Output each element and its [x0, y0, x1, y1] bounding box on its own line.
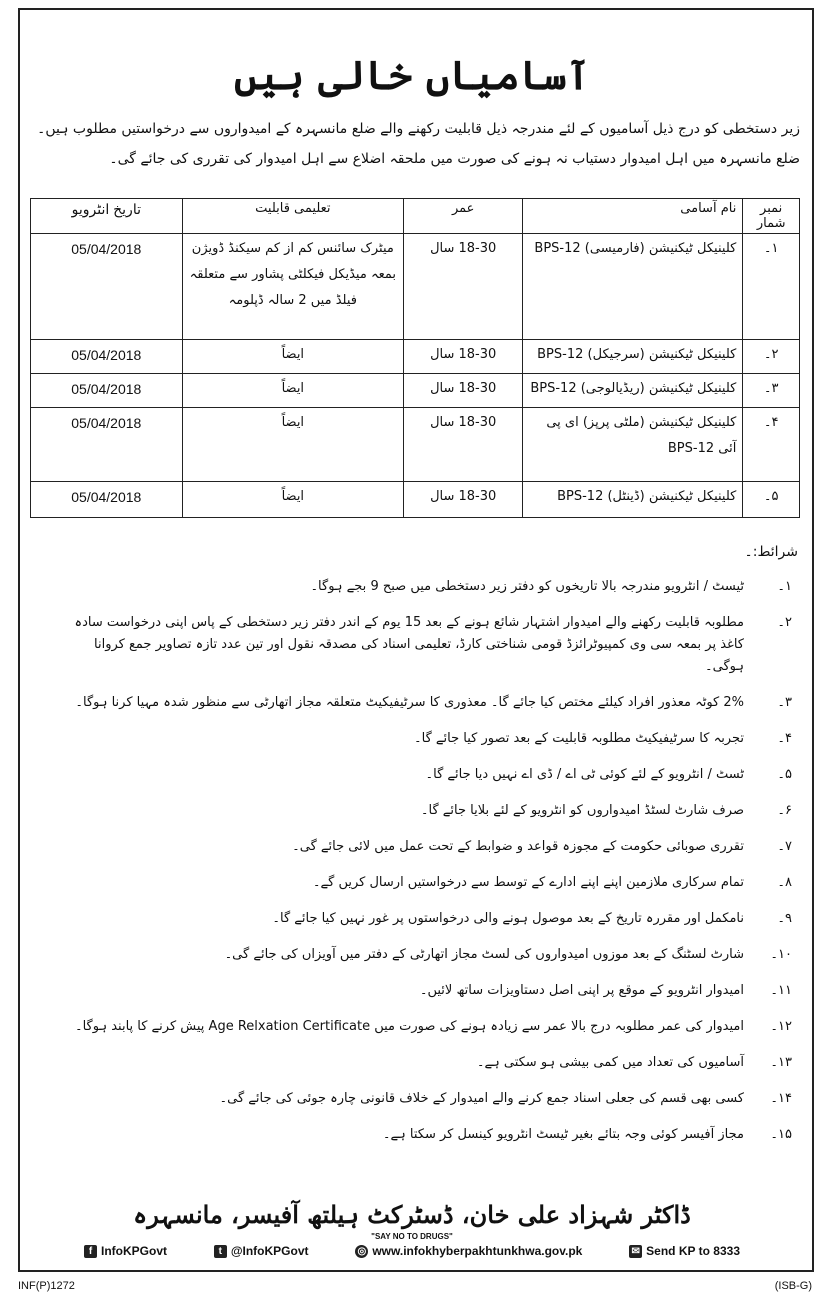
condition-number: ۸۔	[777, 875, 792, 890]
condition-number: ۳۔	[777, 695, 792, 710]
condition-text: مجاز آفیسر کوئی وجہ بتائے بغیر ٹیسٹ انٹرویو کینسل کر سکتا ہے۔	[382, 1127, 744, 1142]
condition-number: ۱۰۔	[770, 947, 792, 962]
condition-item	[60, 944, 794, 966]
sms-info	[629, 1244, 740, 1258]
row-qualification: ایضاً	[182, 340, 403, 374]
condition-text: تقرری صوبائی حکومت کے مجوزہ قواعد و ضوابط کے تحت عمل میں لائی جائے گی۔	[292, 839, 744, 854]
row-date: 05/04/2018	[31, 374, 183, 408]
condition-text: نامکمل اور مقررہ تاریخ کے بعد موصول ہونے والی درخواستوں پر غور نہیں کیا جائے گا۔	[272, 911, 744, 926]
row-post: کلینیکل ٹیکنیشن (فارمیسی) BPS-12	[523, 234, 743, 340]
condition-text: مطلوبہ قابلیت رکھنے والے امیدوار اشتہار شائع ہونے کے بعد 15 یوم کے اندر دفتر زیر دستخطی کے پاس اپنی درخواست سادہ کاغذ پر بمعہ سی وی کمپیوٹرائزڈ قومی شناختی کارڈ، تعلیمی اسناد کی مصدقہ نقول اور تین عدد تازہ تصاویر جمع کروانا ہوگی۔	[74, 615, 744, 674]
condition-item	[60, 872, 794, 894]
condition-number: ۹۔	[777, 911, 792, 926]
table-row	[31, 482, 800, 518]
row-date: 05/04/2018	[31, 234, 183, 340]
row-qualification: ایضاً	[182, 482, 403, 518]
condition-item	[60, 764, 794, 786]
ad-title: آسامیاں خالی ہیں	[234, 52, 590, 99]
twitter-handle: @InfoKPGovt	[230, 1244, 309, 1258]
condition-text: تمام سرکاری ملازمین اپنے اپنے ادارے کے توسط سے درخواستیں ارسال کریں گے۔	[312, 875, 744, 890]
row-post: کلینیکل ٹیکنیشن (سرجیکل) BPS-12	[523, 340, 743, 374]
condition-text: شارٹ لسٹنگ کے بعد موزوں امیدواروں کی لسٹ مجاز اتھارٹی کے دفتر میں آویزاں کی جائے گی۔	[224, 947, 744, 962]
header-serial: نمبر شمار	[743, 199, 800, 234]
condition-number: ۱۳۔	[770, 1055, 792, 1070]
table-row	[31, 374, 800, 408]
table-row	[31, 340, 800, 374]
condition-text: آسامیوں کی تعداد میں کمی بیشی ہو سکتی ہے۔	[476, 1055, 744, 1070]
twitter-link[interactable]	[214, 1244, 309, 1258]
table-row	[31, 234, 800, 340]
facebook-link[interactable]	[84, 1244, 167, 1258]
condition-number: ۲۔	[777, 615, 792, 630]
condition-item	[60, 1052, 794, 1074]
row-post: کلینیکل ٹیکنیشن (ڈینٹل) BPS-12	[523, 482, 743, 518]
condition-number: ۷۔	[777, 839, 792, 854]
condition-text: امیدوار انٹرویو کے موقع پر اپنی اصل دستاویزات ساتھ لائیں۔	[419, 983, 744, 998]
posts-table	[30, 198, 800, 518]
condition-item	[60, 1016, 794, 1038]
table-row	[31, 408, 800, 482]
condition-text: ٹیسٹ / انٹرویو مندرجہ بالا تاریخوں کو دفتر زیر دستخطی میں صبح 9 بجے ہوگا۔	[310, 579, 744, 594]
conditions-heading: شرائط:۔	[744, 544, 798, 560]
row-age: 18-30 سال	[404, 340, 523, 374]
condition-item	[60, 692, 794, 714]
header-age: عمر	[404, 199, 523, 234]
table-header-row	[31, 199, 800, 234]
facebook-handle: InfoKPGovt	[101, 1244, 167, 1258]
condition-item	[60, 908, 794, 930]
row-serial: ۴۔	[743, 408, 800, 482]
condition-text: تجربہ کا سرٹیفیکیٹ مطلوبہ قابلیت کے بعد تصور کیا جائے گا۔	[413, 731, 744, 746]
row-date: 05/04/2018	[31, 482, 183, 518]
sms-text: Send KP to 8333	[646, 1244, 740, 1258]
row-serial: ۵۔	[743, 482, 800, 518]
slogan: "SAY NO TO DRUGS"	[371, 1232, 453, 1241]
row-age: 18-30 سال	[404, 482, 523, 518]
condition-number: ۱۲۔	[770, 1019, 792, 1034]
row-date: 05/04/2018	[31, 340, 183, 374]
conditions-list	[60, 576, 794, 1160]
twitter-icon: t	[214, 1245, 227, 1258]
header-interview-date: تاریخ انٹرویو	[31, 199, 183, 234]
condition-number: ۴۔	[777, 731, 792, 746]
condition-text: امیدوار کی عمر مطلوبہ درج بالا عمر سے زیادہ ہونے کی صورت میں Age Relxation Certificate پیش کرنے کا پابند ہوگا۔	[74, 1019, 744, 1034]
footer-ref-left: INF(P)1272	[18, 1280, 75, 1292]
row-post: کلینیکل ٹیکنیشن (ریڈیالوجی) BPS-12	[523, 374, 743, 408]
condition-item	[60, 612, 794, 678]
row-serial: ۱۔	[743, 234, 800, 340]
header-post: نام آسامی	[523, 199, 743, 234]
row-date: 05/04/2018	[31, 408, 183, 482]
social-bar	[84, 1244, 740, 1258]
condition-text: کسی بھی قسم کی جعلی اسناد جمع کرنے والے امیدوار کے خلاف قانونی چارہ جوئی کی جائے گی۔	[219, 1091, 744, 1106]
row-age: 18-30 سال	[404, 374, 523, 408]
condition-number: ۱۴۔	[770, 1091, 792, 1106]
row-age: 18-30 سال	[404, 408, 523, 482]
row-age: 18-30 سال	[404, 234, 523, 340]
row-qualification: ایضاً	[182, 374, 403, 408]
facebook-icon: f	[84, 1245, 97, 1258]
footer-ref-right: (ISB-G)	[774, 1280, 812, 1292]
row-post: کلینیکل ٹیکنیشن (ملٹی پرپز) ای پی آئی BPS-12	[523, 408, 743, 482]
condition-number: ۱۵۔	[770, 1127, 792, 1142]
condition-text: ٹسٹ / انٹرویو کے لئے کوئی ٹی اے / ڈی اے نہیں دیا جائے گا۔	[425, 767, 744, 782]
condition-text: 2% کوٹہ معذور افراد کیلئے مختص کیا جائے گا۔ معذوری کا سرٹیفیکیٹ متعلقہ مجاز اتھارٹی سے منظور شدہ مہیا کرنا ہوگا۔	[75, 695, 744, 710]
condition-number: ۶۔	[777, 803, 792, 818]
condition-number: ۱۔	[777, 579, 792, 594]
condition-text: صرف شارٹ لسٹڈ امیدواروں کو انٹرویو کے لئے بلایا جائے گا۔	[420, 803, 744, 818]
condition-item	[60, 800, 794, 822]
condition-item	[60, 728, 794, 750]
header-qualification: تعلیمی قابلیت	[182, 199, 403, 234]
row-serial: ۳۔	[743, 374, 800, 408]
condition-number: ۱۱۔	[770, 983, 792, 998]
signature-line: ڈاکٹر شہزاد علی خان، ڈسٹرکٹ ہیلتھ آفیسر، مانسہرہ	[133, 1200, 691, 1229]
row-qualification: ایضاً	[182, 408, 403, 482]
condition-item	[60, 980, 794, 1002]
website-link[interactable]	[355, 1244, 582, 1258]
condition-item	[60, 1124, 794, 1146]
intro-paragraph: زیر دستخطی کو درج ذیل آسامیوں کے لئے مندرجہ ذیل قابلیت رکھنے والے ضلع مانسہرہ کے امیدواروں سے درخواستیں مطلوب ہیں۔ ضلع مانسہرہ میں اہل امیدوار دستیاب نہ ہونے کی صورت میں ملحقہ اضلاع سے اہل امیدوار کی تقرری کی جائے گی۔	[37, 121, 800, 167]
condition-item	[60, 1088, 794, 1110]
condition-item	[60, 576, 794, 598]
row-serial: ۲۔	[743, 340, 800, 374]
condition-item	[60, 836, 794, 858]
website-url: www.infokhyberpakhtunkhwa.gov.pk	[372, 1244, 583, 1258]
row-qualification: میٹرک سائنس کم از کم سیکنڈ ڈویژن بمعہ میڈیکل فیکلٹی پشاور سے متعلقہ فیلڈ میں 2 سالہ ڈپلومہ	[182, 234, 403, 340]
condition-number: ۵۔	[777, 767, 792, 782]
globe-icon: ◎	[355, 1245, 368, 1258]
message-icon: ✉	[629, 1245, 642, 1258]
